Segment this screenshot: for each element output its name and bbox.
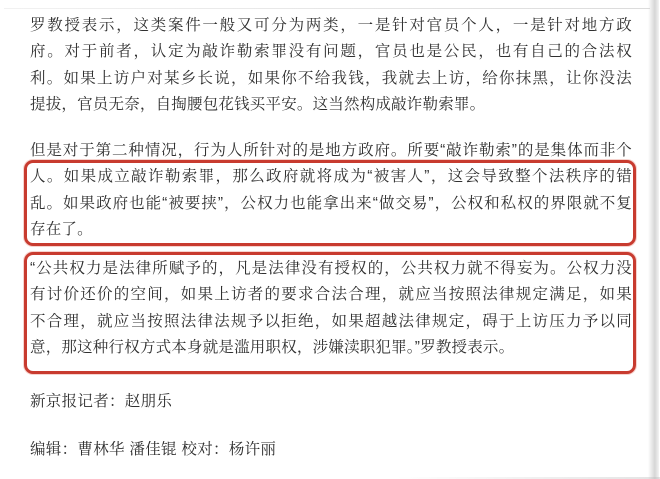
text-line: 利。如果上访户对某乡长说，如果你不给我钱，我就去上访，给你抹黑，让你没法 [30,69,632,87]
reporter-byline: 新京报记者：赵朋乐 [30,393,173,410]
text-line: 存在了。 [30,220,93,238]
text-line: 有讨价还价的空间，如果上访者的要求合法合理，就应当按照法律规定满足，如果 [30,286,632,304]
text-line: 人。如果成立敲诈勒索罪，那么政府就将成为“被害人”，这会导致整个法秩序的错 [30,168,632,186]
text-line: 提拔，官员无奈，自掏腰包花钱买平安。这当然构成敲诈勒索罪。 [30,95,486,113]
text-line: 乱。如果政府也能“被要挟”，公权力也能拿出来“做交易”，公权和私权的界限就不复 [30,194,632,212]
text-line: 府。对于前者，认定为敲诈勒索罪没有问题，官员也是公民，也有自己的合法权 [30,43,632,61]
page-edge-right-shadow [648,0,659,479]
paragraph-1 [30,13,632,118]
paragraph-3-quote [30,256,632,361]
text-line: 意，那这种行权方式本身就是滥用职权，涉嫌渎职犯罪。”罗教授表示。 [30,338,515,356]
editor-credits: 编辑：曹林华 潘佳锟 校对：杨许丽 [30,441,277,458]
text-line: 但是对于第二种情况，行为人所针对的是地方政府。所要“敲诈勒索”的是集体而非个 [30,142,632,159]
text-line: “公共权力是法律所赋予的，凡是法律没有授权的，公共权力就不得妄为。公权力没 [30,260,632,277]
paragraph-2 [30,138,632,243]
text-line: 罗教授表示，这类案件一般又可分为两类，一是针对官员个人，一是针对地方政 [30,17,632,34]
text-line: 不合理，就应当按照法律法规予以拒绝，如果超越法律规定，碍于上访压力予以同 [30,312,632,330]
page-edge-top-shadow [4,8,650,9]
